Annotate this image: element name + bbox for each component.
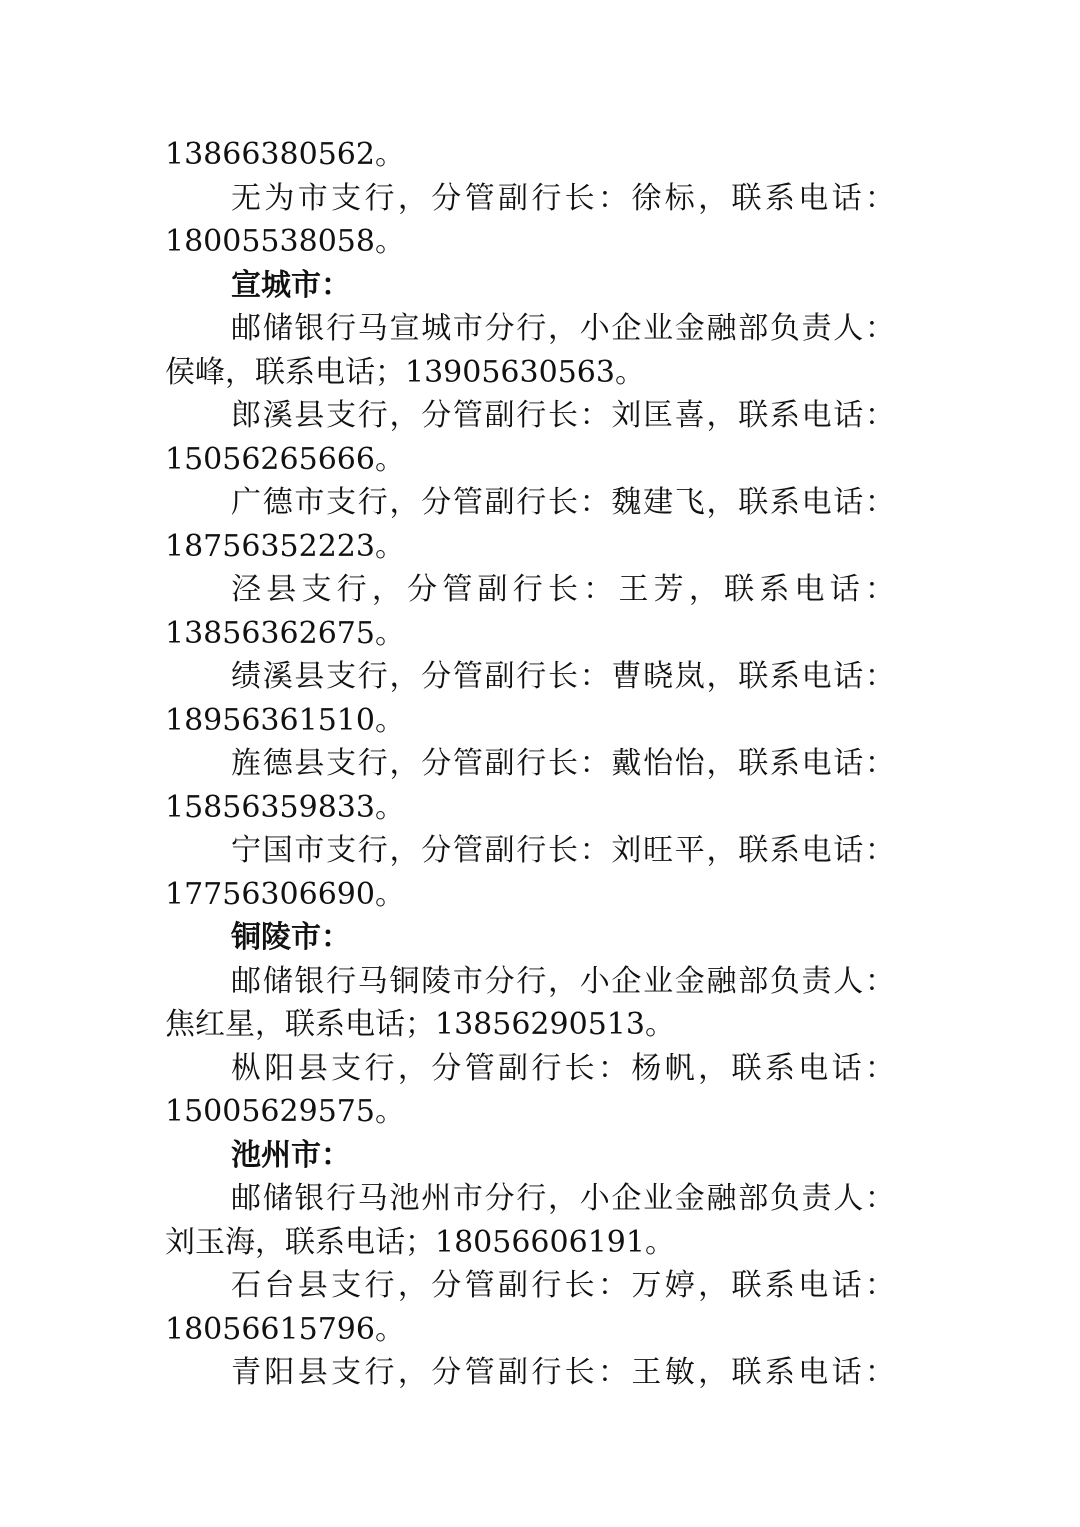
section-heading: 宣城市： — [231, 267, 351, 303]
text-line: 18756352223。 — [165, 528, 405, 564]
text-line: 邮储银行马宣城市分行，小企业金融部负责人： — [231, 311, 895, 346]
text-line: 无为市支行，分管副行长：徐标，联系电话： — [231, 180, 895, 216]
text-line: 18056615796。 — [165, 1311, 405, 1347]
document-page — [165, 133, 895, 1395]
section-heading: 池州市： — [231, 1137, 351, 1173]
text-line: 邮储银行马池州市分行，小企业金融部负责人： — [231, 1181, 895, 1216]
text-line: 15005629575。 — [165, 1094, 405, 1129]
text-line: 焦红星，联系电话；13856290513。 — [165, 1007, 675, 1042]
text-line: 15056265666。 — [165, 441, 405, 477]
text-line: 泾县支行，分管副行长：王芳，联系电话： — [231, 572, 895, 607]
text-line: 邮储银行马铜陵市分行，小企业金融部负责人： — [231, 963, 895, 999]
text-line: 宁国市支行，分管副行长：刘旺平，联系电话： — [231, 833, 895, 868]
text-line: 枞阳县支行，分管副行长：杨帆，联系电话： — [231, 1050, 895, 1086]
text-line: 13856362675。 — [165, 615, 405, 651]
text-line: 18005538058。 — [165, 224, 405, 259]
text-line: 刘玉海，联系电话；18056606191。 — [165, 1224, 675, 1260]
text-line: 侯峰，联系电话；13905630563。 — [165, 354, 645, 390]
text-line: 郎溪县支行，分管副行长：刘匡喜，联系电话： — [231, 398, 895, 433]
text-line: 绩溪县支行，分管副行长：曹晓岚，联系电话： — [231, 659, 895, 694]
text-line: 18956361510。 — [165, 702, 405, 738]
text-line: 广德市支行，分管副行长：魏建飞，联系电话： — [231, 485, 895, 520]
text-line: 17756306690。 — [165, 876, 405, 912]
text-line: 15856359833。 — [165, 789, 405, 825]
section-heading: 铜陵市： — [231, 920, 351, 955]
text-line: 青阳县支行，分管副行长：王敏，联系电话： — [231, 1355, 895, 1390]
text-line: 13866380562。 — [165, 137, 405, 172]
text-line: 旌德县支行，分管副行长：戴怡怡，联系电话： — [231, 746, 895, 781]
text-line: 石台县支行，分管副行长：万婷，联系电话： — [231, 1268, 895, 1303]
